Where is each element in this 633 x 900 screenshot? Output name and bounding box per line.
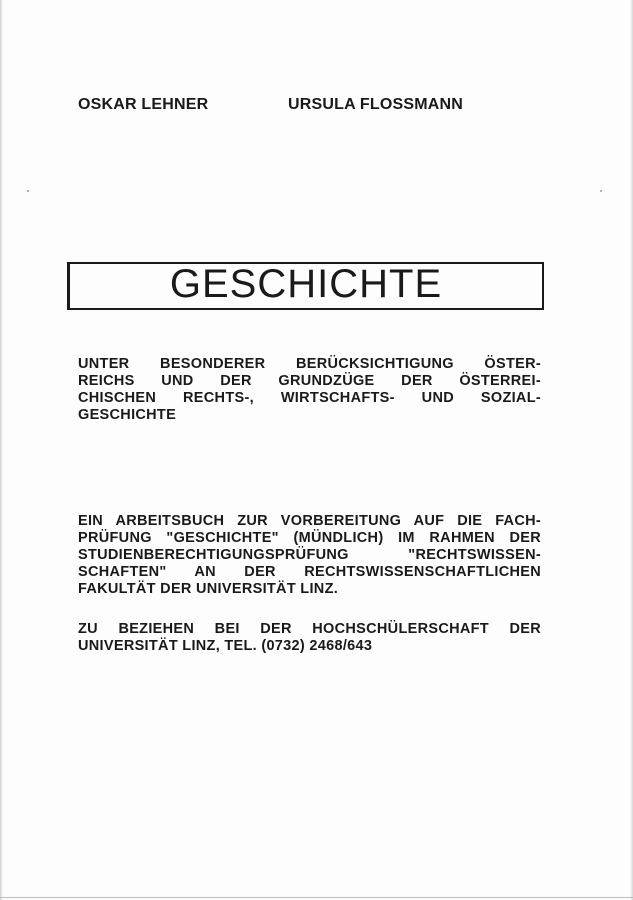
order-info-line: UNIVERSITÄT LINZ, TEL. (0732) 2468/643 [78,638,373,654]
scan-speck [600,190,602,192]
page-bottom-edge [0,897,633,898]
subtitle-line: UNTER BESONDERER BERÜCKSICHTIGUNG ÖSTER- [78,356,541,372]
description-line: EIN ARBEITSBUCH ZUR VORBEREITUNG AUF DIE FACH- [78,513,541,529]
subtitle-line: GESCHICHTE [78,407,177,423]
description-line: STUDIENBERECHTIGUNGSPRÜFUNG "RECHTSWISSEN- [78,547,541,563]
document-title: GESCHICHTE [169,262,443,306]
subtitle-line: REICHS UND DER GRUNDZÜGE DER ÖSTERREI- [78,373,541,389]
description-line: FAKULTÄT DER UNIVERSITÄT LINZ. [78,581,339,597]
subtitle-line: CHISCHEN RECHTS-, WIRTSCHAFTS- UND SOZIAL- [78,390,541,406]
description-line: PRÜFUNG "GESCHICHTE" (MÜNDLICH) IM RAHMEN DER [78,530,541,546]
page-left-edge [0,0,3,900]
description-paragraph [78,513,541,598]
scan-speck [27,190,29,192]
title-box [67,262,544,310]
author-name-1: OSKAR LEHNER [78,96,209,113]
subtitle-paragraph [78,356,541,424]
author-name-2: URSULA FLOSSMANN [288,96,464,113]
order-info-line: ZU BEZIEHEN BEI DER HOCHSCHÜLERSCHAFT DER [78,621,541,637]
description-line: SCHAFTEN" AN DER RECHTSWISSENSCHAFTLICHEN [78,564,541,580]
order-info-paragraph [78,621,541,655]
